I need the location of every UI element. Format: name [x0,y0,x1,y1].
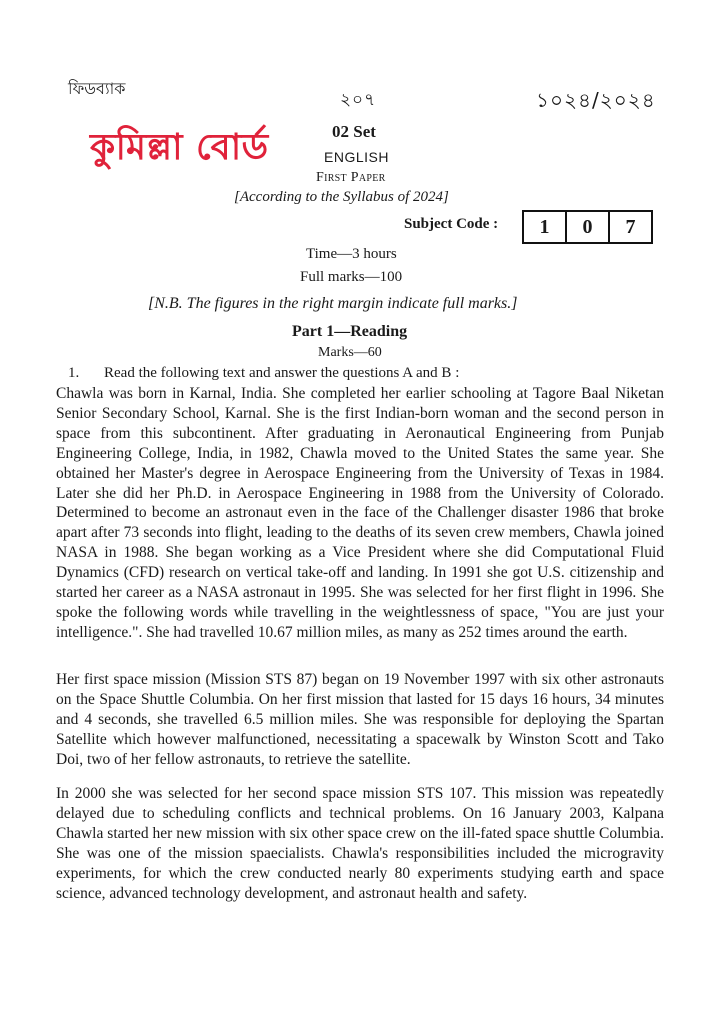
subject-code-digit: 7 [625,216,636,238]
question-instruction: Read the following text and answer the questions A and B : [104,365,460,381]
passage-paragraph-2: Her first space mission (Mission STS 87) began on 19 November 1997 with six other astronauts on the Space Shuttle Columbia. On her first mission that lasted for 15 days 16 hours, 34 minutes and 4 seconds, she travelled 6.5 million miles. She was responsible for deploying the Spartan Satellite which however malfunctioned, necessitating a spacewalk by Winston Scott and Tako Doi, two of her fellow astronauts, to retrieve the satellite. [56,671,664,768]
part-title: Part 1—Reading [292,323,408,340]
year-range: ১০২৪/২০২৪ [536,88,656,112]
subject-title: ENGLISH [324,149,389,165]
paper-title: First Paper [316,170,386,185]
board-name: কুমিল্লা বোর্ড [90,127,269,168]
page-number: ২০৭ [340,90,377,110]
syllabus-note: [According to the Syllabus of 2024] [234,189,449,205]
question-number: 1. [68,365,80,381]
subject-code-digit: 0 [567,212,610,242]
nb-note: [N.B. The figures in the right margin indicate full marks.] [148,295,518,312]
set-label: 02 Set [332,122,376,141]
subject-code-boxes [522,210,653,244]
part-marks: Marks—60 [318,345,382,360]
passage-paragraph-1: Chawla was born in Karnal, India. She completed her earlier schooling at Tagore Baal Niketan Senior Secondary School, Karnal. She is the first Indian-born woman and the second person in space from this subcontinent. After graduating in Aeronautical Engineering from Punjab Engineering College, India, in 1982, Chawla moved to the United States the same year. She obtained her Master's degree in Aerospace Engineering from the University of Texas in 1984. Later she did her Ph.D. in Aerospace Engineering in 1988 from the University of Colorado. Determined to become an astronaut even in the face of the Challenger disaster 1986 that broke apart after 73 seconds into flight, leading to the deaths of its seven crew members, Chawla joined NASA in 1988. She began working as a Vice President where she did Computational Fluid Dynamics (CFD) research on vertical take-off and landing. In 1991 she got U.S. citizenship and started her career as a NASA astronaut in 1995. She was selected for her first flight in 1996. She spoke the following words while travelling in the weightlessness of space, "You are just your intelligence.". She had travelled 10.67 million miles, as many as 252 times around the earth. [56,385,664,641]
passage-paragraph-3: In 2000 she was selected for her second space mission STS 107. This mission was repeatedly delayed due to scheduling conflicts and technical problems. On 16 January 2003, Kalpana Chawla started her new mission with six other space crew on the ill-fated space shuttle Columbia. She was one of the mission spaecialists. Chawla's responsibilities included the microgravity experiments, for which the crew conducted nearly 80 experiments studying earth and space science, advanced technology development, and astronaut health and safety. [56,785,664,902]
feedback-label: ফিডব্যাক [68,79,126,98]
subject-code-digit: 1 [524,212,567,242]
full-marks: Full marks—100 [300,269,403,285]
subject-code-label: Subject Code : [404,216,499,232]
exam-time: Time—3 hours [306,246,397,262]
